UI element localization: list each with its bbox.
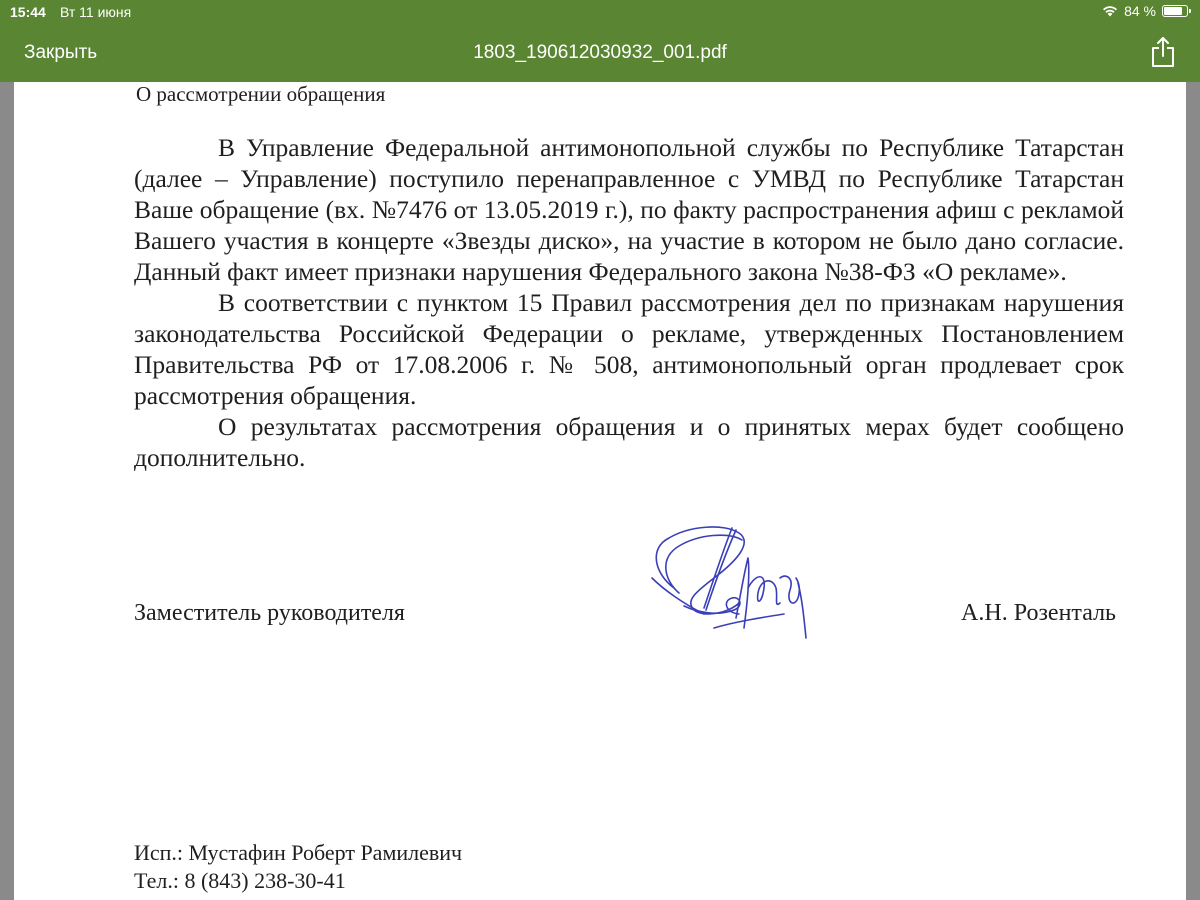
document-title: 1803_190612030932_001.pdf [473,42,727,63]
app-header [0,0,1200,82]
executor-line: Исп.: Мустафин Роберт Рамилевич [134,840,463,865]
handwritten-signature [644,518,814,648]
status-bar [0,0,1200,24]
phone-line: Тел.: 8 (843) 238-30-41 [134,868,346,893]
paragraph: В соответствии с пунктом 15 Правил рассмотрения дел по признакам нарушения законодательства Российской Федерации о рекламе, утвержденных Постановлением Правительства РФ от 17.08.2006 г. № 508, антимонопольный орган продлевает срок рассмотрения обращения. [134,288,1124,410]
signer-name: А.Н. Розенталь [961,600,1116,626]
status-right [1102,3,1188,19]
pdf-page[interactable] [14,82,1186,900]
page-gutter-right [1186,82,1200,900]
letter-subject: О рассмотрении обращения [136,82,386,106]
paragraph: В Управление Федеральной антимонопольной службы по Республике Татарстан (далее – Управление) поступило перенаправленное с УМВД по Республике Татарстан Ваше обращение (вх. №7476 от 13.05.2019 г.), по факту распространения афиш с рекламой Вашего участия в концерте «Звезды диско», на участие в котором не было дано согласие. Данный факт имеет признаки нарушения Федерального закона №38-ФЗ «О рекламе». [134,133,1124,286]
status-date: Вт 11 июня [60,4,132,20]
letter-body [134,132,1124,473]
close-button[interactable]: Закрыть [24,42,98,63]
nav-bar [0,24,1200,82]
battery-percent: 84 % [1124,3,1156,19]
wifi-icon [1102,5,1118,17]
share-icon[interactable] [1150,36,1176,68]
status-time: 15:44 [10,4,46,20]
battery-nub [1189,9,1191,13]
paragraph: О результатах рассмотрения обращения и о принятых мерах будет сообщено дополнительно. [134,412,1124,472]
battery-icon [1162,5,1188,17]
signer-role: Заместитель руководителя [134,600,405,626]
page-gutter-left [0,82,14,900]
battery-fill [1164,7,1182,15]
